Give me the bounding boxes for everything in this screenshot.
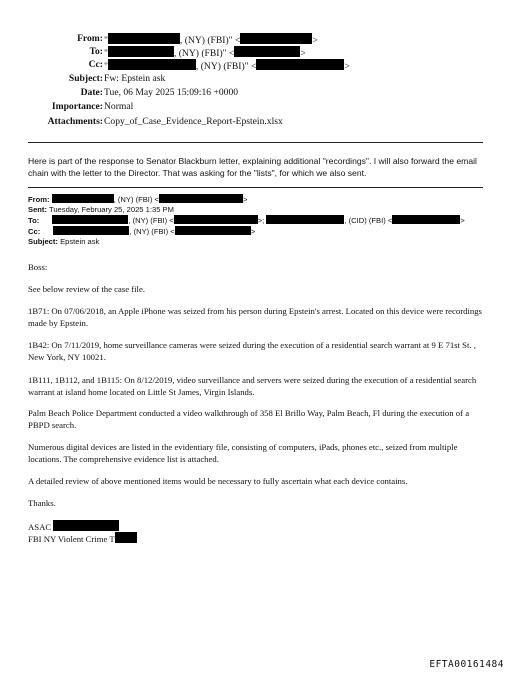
attachments-value[interactable]: Copy_of_Case_Evidence_Report-Epstein.xlsx xyxy=(104,116,283,127)
body-paragraph-5: Palm Beach Police Department conducted a video walkthrough of 358 El Brillo Way, Palm Beach, Fl during the execution of a PBPD search. xyxy=(28,408,470,430)
redaction-bar xyxy=(392,215,460,224)
subject-value: Fw: Epstein ask xyxy=(104,73,166,84)
redaction-bar xyxy=(108,33,180,44)
document-id: EFTA00161484 xyxy=(429,659,504,670)
fw-cc-label: Cc: xyxy=(28,227,41,236)
forward-divider xyxy=(28,187,483,188)
date-label: Date: xyxy=(80,87,103,98)
redaction-bar xyxy=(240,33,312,44)
fw-sent-label: Sent: xyxy=(28,205,47,214)
body-paragraph-4: 1B111, 1B112, and 1B115: On 8/12/2019, video surveillance and servers were seized during the execution of a residential search warrant at island home located on Little St James, Virgin Islands. xyxy=(28,375,477,397)
redaction-bar xyxy=(159,194,243,203)
signature-line-1: ASAC xyxy=(28,520,488,534)
redaction-bar xyxy=(266,215,344,224)
fw-sent-value: Tuesday, February 25, 2025 1:35 PM xyxy=(48,205,174,214)
subject-label: Subject: xyxy=(68,73,103,84)
from-label: From: xyxy=(77,33,103,44)
cc-label: Cc: xyxy=(88,59,103,70)
fw-subject-label: Subject: xyxy=(28,237,58,246)
redaction-bar xyxy=(53,520,119,531)
redaction-bar xyxy=(108,59,196,70)
redaction-bar xyxy=(115,532,137,543)
redaction-bar xyxy=(175,226,251,235)
importance-label: Importance: xyxy=(51,101,103,112)
fw-subject-row xyxy=(28,237,99,247)
fw-sent-row xyxy=(28,205,174,215)
intro-paragraph: Here is part of the response to Senator Blackburn letter, explaining additional "recordings". I will also forward the email chain with the letter to the Director. That was asking for the "lists", for which we also sent. xyxy=(28,156,477,178)
redaction-bar xyxy=(52,215,128,224)
date-value: Tue, 06 May 2025 15:09:16 +0000 xyxy=(104,87,239,98)
to-value: " , (NY) (FBI)" < > xyxy=(104,48,306,59)
redaction-bar xyxy=(234,46,300,57)
header-divider xyxy=(28,142,483,143)
body-paragraph-2: 1B71: On 07/06/2018, an Apple iPhone was seized from his person during Epstein's arrest. Located on this device were recordings made by Epstein. xyxy=(28,306,482,328)
redaction-bar xyxy=(53,226,129,235)
body-paragraph-3: 1B42: On 7/11/2019, home surveillance cameras were seized during the execution of a residential search warrant at 9 E 71st St. , New York, NY 10021. xyxy=(28,340,476,362)
fw-to-row: To: , (NY) (FBI) < >; , (CID) (FBI) < > xyxy=(28,216,465,225)
signature-line-2: FBI NY Violent Crime T xyxy=(28,532,488,546)
greeting: Boss: xyxy=(28,262,48,272)
fw-from-row: From: , (NY) (FBI) < > xyxy=(28,195,248,204)
fw-to-label: To: xyxy=(28,216,40,225)
body-paragraph-6: Numerous digital devices are listed in the evidentiary file, consisting of computers, iPads, phones etc., seized from multiple locations. The comprehensive evidence list is attached. xyxy=(28,442,458,464)
fw-cc-row: Cc: , (NY) (FBI) < > xyxy=(28,227,256,236)
body-paragraph-7: A detailed review of above mentioned items would be necessary to fully ascertain what each device contains. xyxy=(28,476,408,486)
attachments-label: Attachments: xyxy=(47,116,103,127)
body-paragraph-1: See below review of the case file. xyxy=(28,284,145,294)
importance-value: Normal xyxy=(104,101,134,112)
redaction-bar xyxy=(256,59,344,70)
fw-from-label: From: xyxy=(28,195,50,204)
redaction-bar xyxy=(174,215,258,224)
redaction-bar xyxy=(52,194,114,203)
redaction-bar xyxy=(108,46,174,57)
closing: Thanks. xyxy=(28,498,56,508)
to-label: To: xyxy=(89,46,103,57)
cc-value: " , (NY) (FBI)" < > xyxy=(104,61,350,72)
from-value: " , (NY) (FBI)" < > xyxy=(104,35,318,46)
fw-subject-value: Epstein ask xyxy=(60,237,100,246)
